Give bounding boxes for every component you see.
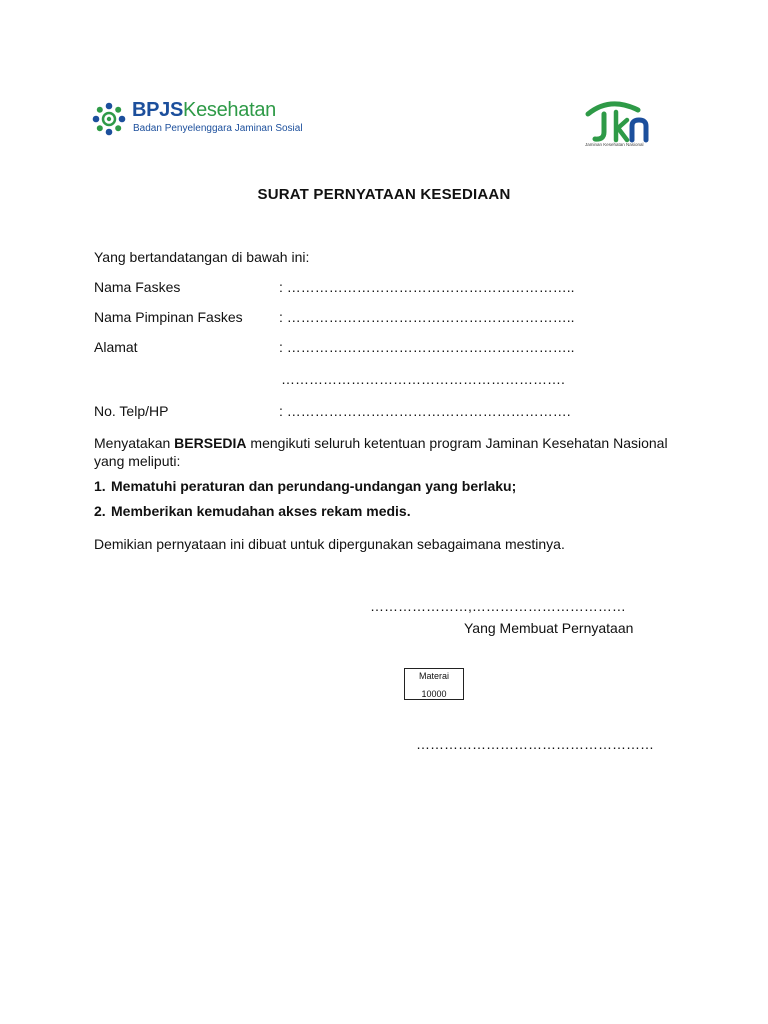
list-item-text: Mematuhi peraturan dan perundang-undangan yang berlaku; (111, 478, 517, 494)
list-item (94, 477, 516, 495)
place-date-blank: …………………,…………………………… (370, 598, 626, 614)
intro-text: Yang bertandatangan di bawah ini: (94, 249, 310, 265)
statement-paragraph (94, 434, 694, 470)
bpjs-kesehatan-logo (92, 100, 312, 140)
materai-stamp-box (404, 668, 464, 700)
field-value-alamat: : …………………………………………………….. (279, 339, 575, 355)
jkn-logo-icon (580, 98, 660, 146)
list-item (94, 502, 411, 520)
field-label-nama-faskes: Nama Faskes (94, 279, 181, 295)
field-value-nama-pimpinan: : …………………………………………………….. (279, 309, 575, 325)
signer-label: Yang Membuat Pernyataan (464, 620, 634, 636)
materai-value: 10000 (421, 689, 447, 699)
jkn-logo (580, 98, 660, 152)
materai-label: Materai (418, 671, 449, 681)
field-value-alamat-line2: ……………………………………………………. (281, 371, 565, 387)
jkn-logo-tagline: Jaminan Kesehatan Nasional (585, 142, 644, 147)
field-label-nama-pimpinan: Nama Pimpinan Faskes (94, 309, 243, 325)
field-value-nama-faskes: : …………………………………………………….. (279, 279, 575, 295)
signature-line: …………………………………………… (416, 736, 654, 752)
bpjs-logo-text-bpjs: BPJS (132, 99, 184, 121)
field-label-alamat: Alamat (94, 339, 138, 355)
statement-suffix: mengikuti seluruh ketentuan program Jaminan Kesehatan Nasional yang meliputi: (94, 435, 668, 469)
statement-prefix: Menyatakan (94, 435, 175, 451)
field-label-telp: No. Telp/HP (94, 403, 169, 419)
list-item-text: Memberikan kemudahan akses rekam medis. (111, 503, 411, 519)
field-value-telp: : ……………………………………………………. (279, 403, 571, 419)
bpjs-logo-text-kesehatan: Kesehatan (183, 99, 276, 121)
document-title: SURAT PERNYATAAN KESEDIAAN (257, 186, 511, 203)
closing-text: Demikian pernyataan ini dibuat untuk dipergunakan sebagaimana mestinya. (94, 536, 565, 552)
list-item-number: 1. (94, 478, 106, 494)
statement-emphasis: BERSEDIA (174, 435, 247, 451)
list-item-number: 2. (94, 503, 106, 519)
bpjs-logo-text (132, 99, 276, 122)
bpjs-logo-tagline: Badan Penyelenggara Jaminan Sosial (133, 123, 303, 134)
bpjs-emblem-icon (92, 102, 126, 136)
